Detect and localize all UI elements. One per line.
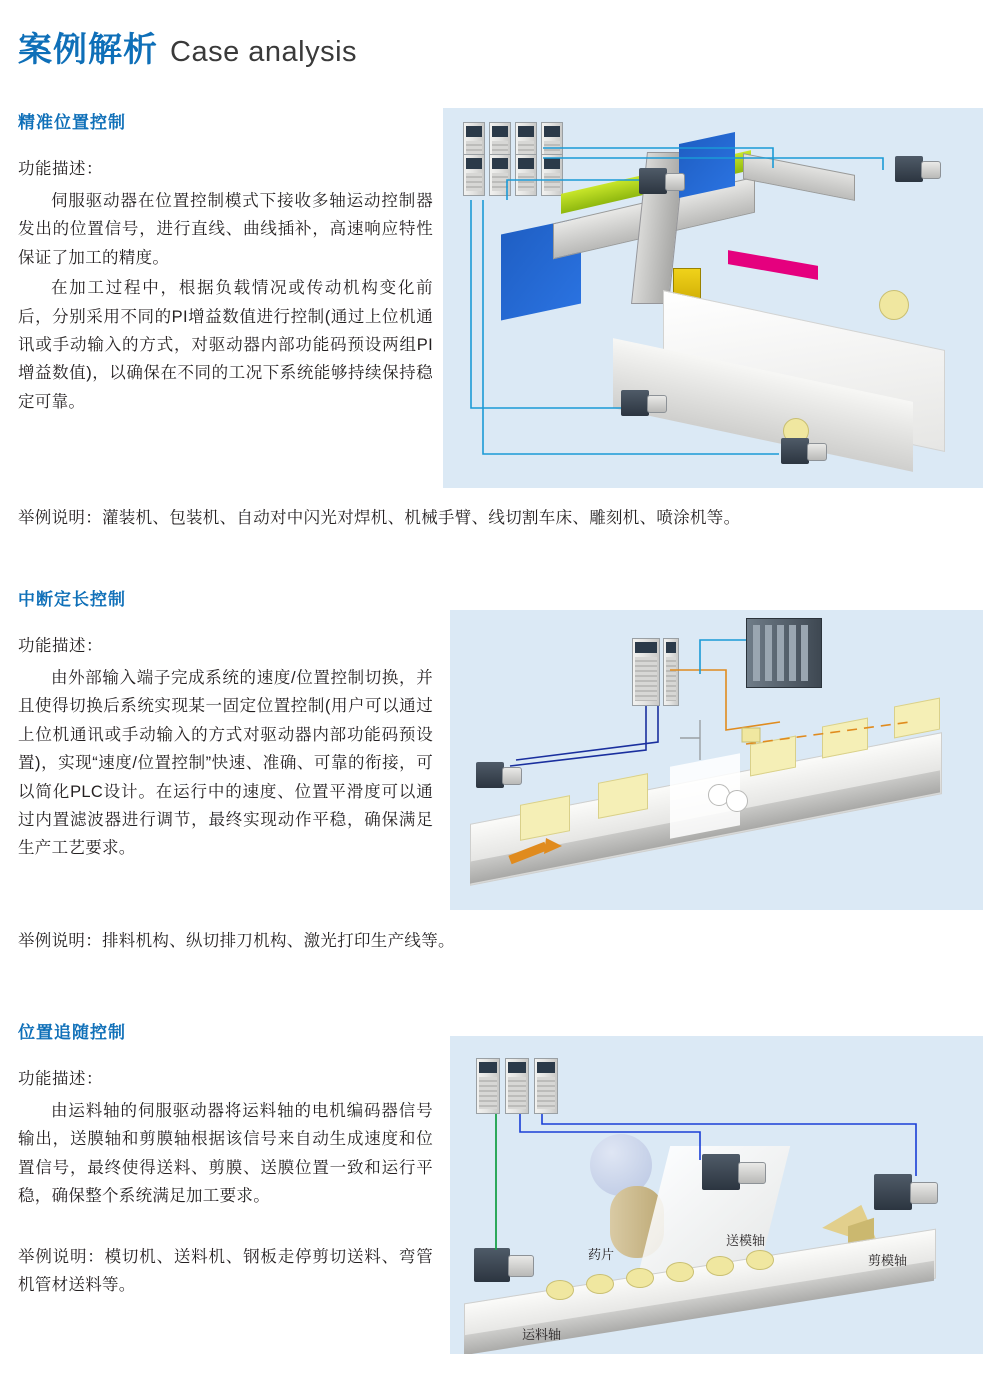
section-1-func-label: 功能描述：	[18, 160, 103, 178]
page-title-cn: 案例解析	[18, 31, 158, 69]
section-1-title: 精准位置控制	[18, 113, 126, 132]
label-jian-mo-zhou: 剪模轴	[868, 1253, 908, 1268]
section-1-paragraph-2: 在加工过程中，根据负载情况或传动机构变化前后，分别采用不同的PI增益数值进行控制(通过上位机通讯或手动输入的方式，对驱动器内部功能码预设两组PI增益数值)，以确保在不同的工况下系统能够持续保持稳定可靠。	[18, 279, 433, 411]
section-3-example: 举例说明：模切机、送料机、钢板走停剪切送料、弯管机管材送料等。	[18, 1247, 433, 1294]
section-3-title: 位置追随控制	[18, 1023, 126, 1042]
section-2-func-label: 功能描述：	[18, 637, 103, 655]
wiring-overlay	[443, 108, 983, 488]
page-header	[18, 22, 357, 71]
section-2-paragraph-1: 由外部输入端子完成系统的速度/位置控制切换，并且使得切换后系统实现某一固定位置控制(用户可以通过上位机通讯或手动输入的方式对驱动器内部功能码预设置)，实现“速度/位置控制”快速、准确、可靠的衔接，可以简化PLC设计。在运行中的速度、位置平滑度可以通过内置滤波器进行调节，最终实现动作平稳，确保满足生产工艺要求。	[18, 669, 433, 858]
film-feed-cut-diagram	[450, 1036, 983, 1354]
page-title-en: Case analysis	[170, 36, 358, 68]
section-3-paragraph-1: 由运料轴的伺服驱动器将运料轴的电机编码器信号输出，送膜轴和剪膜轴根据该信号来自动生成速度和位置信号，最终使得送料、剪膜、送膜位置一致和运行平稳，确保整个系统满足加工要求。	[18, 1102, 433, 1206]
section-2-title: 中断定长控制	[18, 590, 126, 609]
multi-axis-gantry-diagram	[443, 108, 983, 488]
wiring-overlay-2	[450, 610, 983, 910]
section-3-func-label: 功能描述：	[18, 1070, 103, 1088]
section-1-paragraph-1: 伺服驱动器在位置控制模式下接收多轴运动控制器发出的位置信号，进行直线、曲线插补，高速响应特性保证了加工的精度。	[18, 192, 433, 267]
conveyor-plc-diagram	[450, 610, 983, 910]
section-3-text	[18, 1018, 433, 1294]
label-yao-pian: 药片	[588, 1247, 615, 1262]
wiring-overlay-3	[450, 1036, 983, 1354]
label-yun-liao-zhou: 运料轴	[522, 1327, 562, 1342]
section-1-text	[18, 108, 433, 418]
section-1-example: 举例说明：灌装机、包装机、自动对中闪光对焊机、机械手臂、线切割车床、雕刻机、喷涂机等。	[18, 509, 741, 527]
section-2-text	[18, 585, 433, 865]
label-song-mo-zhou: 送模轴	[726, 1233, 766, 1248]
section-2-example: 举例说明：排料机构、纵切排刀机构、激光打印生产线等。	[18, 932, 455, 950]
